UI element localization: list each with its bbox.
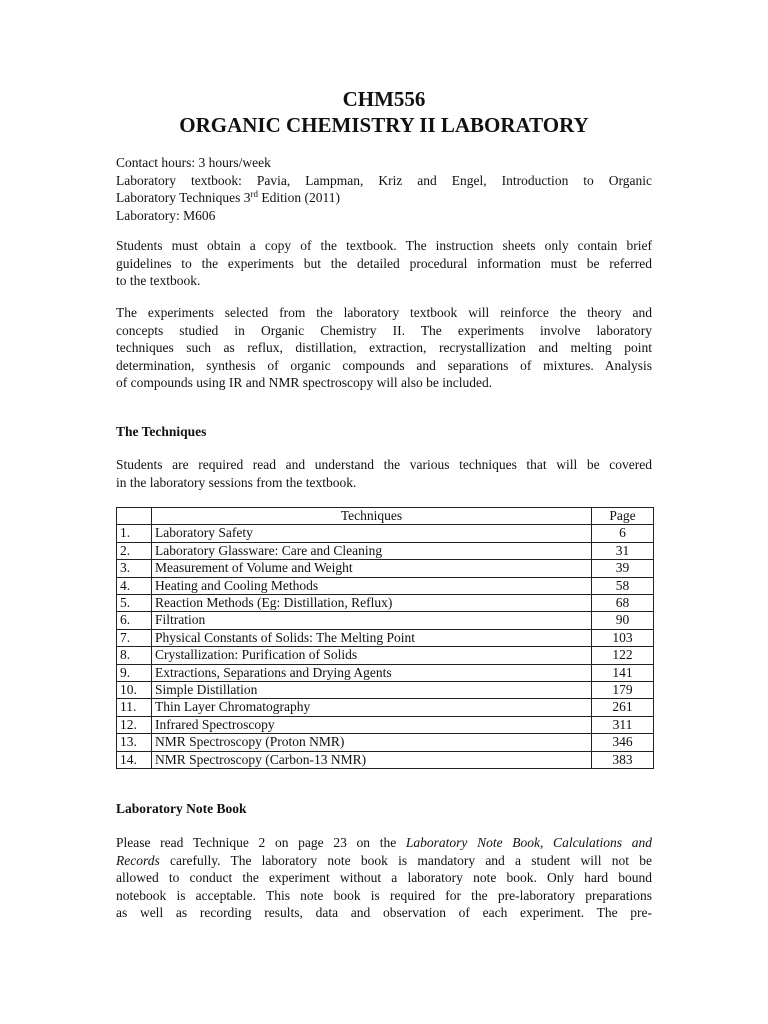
paragraph-line: Students are required read and understand the various techniques that will be covered (116, 457, 652, 472)
row-page: 179 (592, 682, 654, 699)
table-row (117, 699, 654, 716)
row-page: 311 (592, 716, 654, 733)
paragraph-line: to the textbook. (116, 273, 201, 288)
row-number: 10. (117, 682, 152, 699)
row-number: 5. (117, 595, 152, 612)
paragraph-line: techniques such as reflux, distillation, extraction, recrystallization and melting point (116, 340, 652, 355)
row-number: 14. (117, 751, 152, 768)
table-row (117, 577, 654, 594)
row-technique: Thin Layer Chromatography (152, 699, 592, 716)
paragraph-line: notebook is acceptable. This note book is required for the pre-laboratory preparations (116, 887, 652, 903)
table-header-row (117, 508, 654, 525)
paragraph-line: determination, synthesis of organic compounds and separations of mixtures. Analysis (116, 357, 652, 373)
paragraph-line: concepts studied in Organic Chemistry II. The experiments involve laboratory (116, 322, 652, 338)
table-row (117, 664, 654, 681)
row-technique: NMR Spectroscopy (Proton NMR) (152, 734, 592, 751)
techniques-intro (116, 456, 652, 491)
header-number-cell (117, 508, 152, 525)
paragraph-line: in the laboratory sessions from the textbook. (116, 474, 357, 490)
table-row (117, 716, 654, 733)
table-row (117, 682, 654, 699)
row-page: 90 (592, 612, 654, 629)
row-technique: Reaction Methods (Eg: Distillation, Reflux) (152, 595, 592, 612)
header-page: Page (592, 508, 654, 525)
row-number: 2. (117, 542, 152, 559)
course-title: ORGANIC CHEMISTRY II LABORATORY (179, 113, 589, 137)
techniques-heading: The Techniques (116, 424, 207, 439)
row-number: 7. (117, 629, 152, 646)
paragraph-textbook (116, 237, 652, 290)
row-number: 8. (117, 647, 152, 664)
row-page: 141 (592, 664, 654, 681)
paragraph-line: Students must obtain a copy of the textbook. The instruction sheets only contain brief (116, 238, 652, 253)
paragraph-line: as well as recording results, data and observation of each experiment. The pre- (116, 905, 652, 920)
table-row (117, 525, 654, 542)
row-number: 6. (117, 612, 152, 629)
paragraph-line: The experiments selected from the laboratory textbook will reinforce the theory and (116, 305, 652, 320)
textbook-line-1: Laboratory textbook: Pavia, Lampman, Kriz and Engel, Introduction to Organic (116, 172, 652, 188)
row-technique: Laboratory Safety (152, 525, 592, 542)
row-technique: Physical Constants of Solids: The Melting Point (152, 629, 592, 646)
paragraph-line: guidelines to the experiments but the detailed procedural information must be referred (116, 255, 652, 271)
row-technique: Extractions, Separations and Drying Agents (152, 664, 592, 681)
row-technique: Simple Distillation (152, 682, 592, 699)
table-row (117, 542, 654, 559)
paragraph-line: Please read Technique 2 on page 23 on the Laboratory Note Book, Calculations and (116, 835, 652, 850)
row-page: 6 (592, 525, 654, 542)
row-technique: NMR Spectroscopy (Carbon-13 NMR) (152, 751, 592, 768)
row-technique: Heating and Cooling Methods (152, 577, 592, 594)
row-page: 261 (592, 699, 654, 716)
row-number: 11. (117, 699, 152, 716)
row-number: 4. (117, 577, 152, 594)
row-page: 103 (592, 629, 654, 646)
row-technique: Infrared Spectroscopy (152, 716, 592, 733)
contact-hours: Contact hours: 3 hours/week (116, 155, 271, 170)
row-page: 68 (592, 595, 654, 612)
paragraph-experiments (116, 304, 652, 392)
header-techniques: Techniques (152, 508, 592, 525)
table-row (117, 751, 654, 768)
paragraph-line: of compounds using IR and NMR spectroscopy will also be included. (116, 375, 493, 390)
row-number: 1. (117, 525, 152, 542)
table-row (117, 647, 654, 664)
course-code: CHM556 (342, 87, 426, 111)
row-page: 31 (592, 542, 654, 559)
course-info (116, 154, 652, 224)
row-number: 13. (117, 734, 152, 751)
paragraph-line: allowed to conduct the experiment without a laboratory note book. Only hard bound (116, 870, 652, 885)
laboratory-room: Laboratory: M606 (116, 207, 216, 223)
row-technique: Laboratory Glassware: Care and Cleaning (152, 542, 592, 559)
notebook-heading: Laboratory Note Book (116, 801, 247, 816)
table-row (117, 612, 654, 629)
paragraph-line: Records carefully. The laboratory note book is mandatory and a student will not be (116, 852, 652, 868)
row-technique: Measurement of Volume and Weight (152, 560, 592, 577)
row-number: 3. (117, 560, 152, 577)
table-row (117, 629, 654, 646)
table-row (117, 560, 654, 577)
techniques-table (116, 507, 654, 769)
row-page: 39 (592, 560, 654, 577)
row-number: 9. (117, 664, 152, 681)
row-number: 12. (117, 716, 152, 733)
row-technique: Crystallization: Purification of Solids (152, 647, 592, 664)
row-page: 346 (592, 734, 654, 751)
textbook-line-2: Laboratory Techniques 3rd Edition (2011) (116, 189, 341, 205)
row-technique: Filtration (152, 612, 592, 629)
table-row (117, 595, 654, 612)
row-page: 383 (592, 751, 654, 768)
table-row (117, 734, 654, 751)
notebook-paragraph (116, 834, 652, 922)
row-page: 58 (592, 577, 654, 594)
row-page: 122 (592, 647, 654, 664)
